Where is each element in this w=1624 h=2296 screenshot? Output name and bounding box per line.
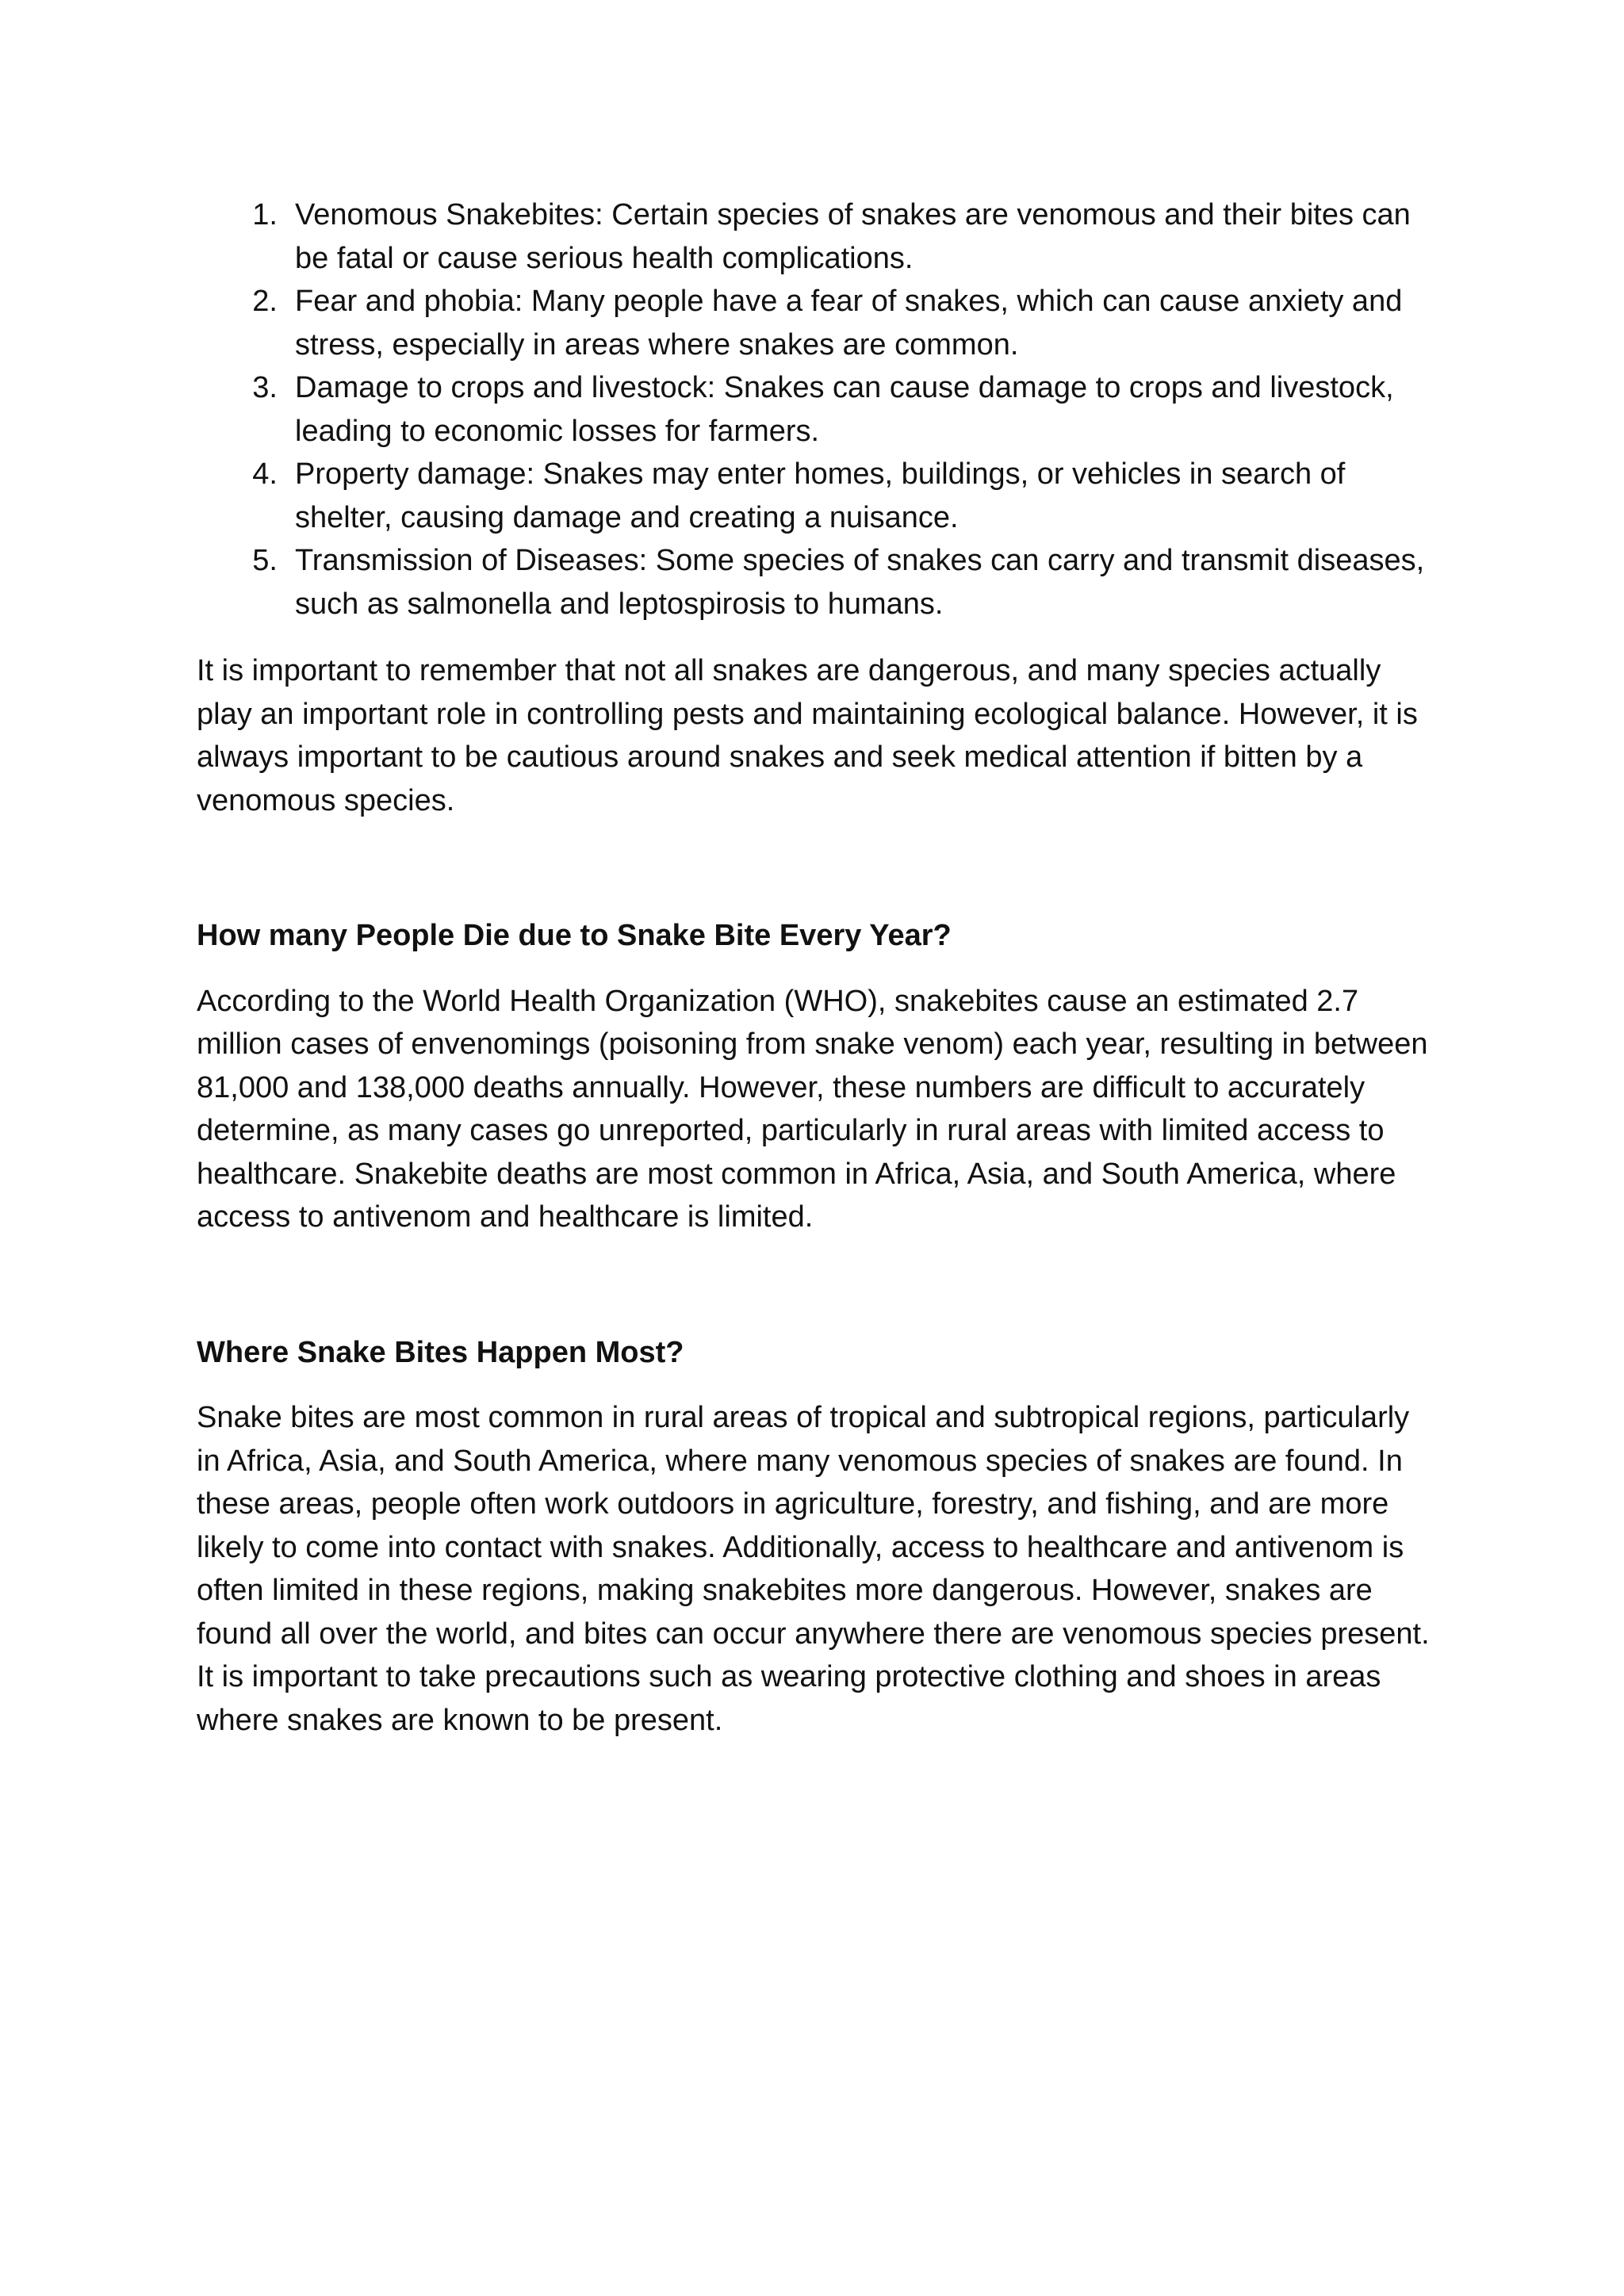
where-heading: Where Snake Bites Happen Most? [197,1335,684,1369]
list-item-number: 4. [252,457,278,491]
list-item-text: Fear and phobia: Many people have a fear of snakes, which can cause anxiety and stress, especially in areas where snakes are common. [295,285,1403,362]
list-item-text: Property damage: Snakes may enter homes, buildings, or vehicles in search of shelter, causing damage and creating a nuisance. [295,457,1346,534]
risk-list [197,193,1434,626]
list-item-text: Transmission of Diseases: Some species of snakes can carry and transmit diseases, such as salmonella and leptospirosis to humans. [295,544,1425,621]
list-item-text: Venomous Snakebites: Certain species of snakes are venomous and their bites can be fatal or cause serious health complications. [295,198,1411,275]
deaths-paragraph: According to the World Health Organization (WHO), snakebites cause an estimated 2.7 million cases of envenomings (poisoning from snake venom) each year, resulting in between 81,000 and 138,000 deaths annually. However, these numbers are difficult to accurately determine, as many cases go unreported, particularly in rural areas with limited access to healthcare. Snakebite deaths are most common in Africa, Asia, and South America, where access to antivenom and healthcare is limited. [197,984,1428,1234]
list-item-text: Damage to crops and livestock: Snakes can cause damage to crops and livestock, leading to economic losses for farmers. [295,371,1394,448]
list-item-number: 5. [252,544,278,577]
list-item [197,280,1434,366]
list-item [197,453,1434,539]
where-paragraph: Snake bites are most common in rural areas of tropical and subtropical regions, particularly in Africa, Asia, and South America, where many venomous species of snakes are found. In these areas, people often work outdoors in agriculture, forestry, and fishing, and are more likely to come into contact with snakes. Additionally, access to healthcare and antivenom is often limited in these regions, making snakebites more dangerous. However, snakes are found all over the world, and bites can occur anywhere there are venomous species present. It is important to take precautions such as wearing protective clothing and shoes in areas where snakes are known to be present. [197,1401,1430,1737]
list-item [197,193,1434,280]
list-item [197,539,1434,626]
list-item-number: 3. [252,371,278,404]
deaths-heading: How many People Die due to Snake Bite Every Year? [197,919,952,952]
list-item-number: 1. [252,198,278,232]
list-item [197,366,1434,453]
document-content [197,193,1434,1742]
list-item-number: 2. [252,285,278,318]
summary-paragraph: It is important to remember that not all snakes are dangerous, and many species actually play an important role in controlling pests and maintaining ecological balance. However, it is always important to be cautious around snakes and seek medical attention if bitten by a venomous species. [197,654,1418,817]
